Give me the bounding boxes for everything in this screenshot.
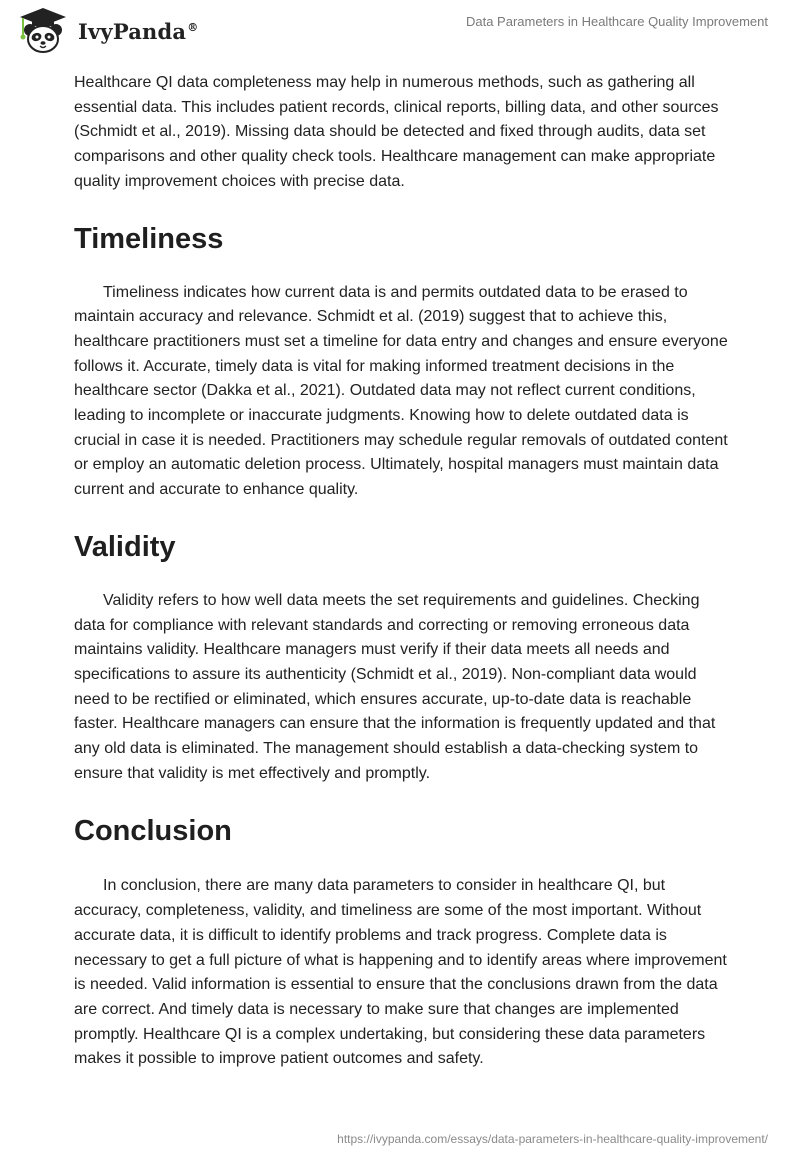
heading-conclusion: Conclusion	[74, 815, 232, 848]
paragraph-timeliness: Timeliness indicates how current data is and permits outdated data to be erased to maintain accuracy and relevance. Schmidt et al. (2019) suggest that to achieve this, healthcare practitioners must set a timeline for data entry and changes and ensure everyone follows it. Accurate, timely data is vital for making informed treatment decisions in the healthcare sector (Dakka et al., 2021). Outdated data may not reflect current conditions, leading to incomplete or inaccurate judgments. Knowing how to delete outdated data is crucial in case it is needed. Practitioners may schedule regular removals of outdated content or employ an automatic deletion process. Ultimately, hospital managers must maintain data current and accurate to enhance quality.	[74, 283, 728, 499]
panda-graduate-icon	[14, 6, 72, 56]
heading-timeliness: Timeliness	[74, 222, 224, 255]
page-header	[0, 0, 800, 66]
logo-wordmark: IvyPanda®	[78, 18, 199, 44]
paragraph-validity: Validity refers to how well data meets the set requirements and guidelines. Checking data for compliance with relevant standards and correcting or removing erroneous data maintains validity. Healthcare managers must verify if their data meets all needs and specifications to assure its authenticity (Schmidt et al., 2019). Non-compliant data would need to be rectified or eliminated, which ensures accurate, up-to-date data is reachable faster. Healthcare managers can ensure that the information is frequently updated and that any old data is eliminated. The management should establish a data-checking system to ensure that validity is met effectively and promptly.	[74, 591, 716, 782]
heading-validity: Validity	[74, 530, 176, 563]
source-url-link[interactable]: https://ivypanda.com/essays/data-parameters-in-healthcare-quality-improvement/	[337, 1132, 768, 1146]
ivypanda-logo[interactable]	[14, 6, 198, 56]
paragraph-conclusion: In conclusion, there are many data parameters to consider in healthcare QI, but accuracy, completeness, validity, and timeliness are some of the most important. Without accurate data, it is difficult to identify problems and track progress. Complete data is necessary to get a full picture of what is happening and to identify areas where improvement is needed. Valid information is essential to ensure that the conclusions drawn from the data are correct. And timely data is necessary to make sure that changes are implemented promptly. Healthcare QI is a complex undertaking, but considering these data parameters makes it possible to improve patient outcomes and safety.	[74, 877, 727, 1068]
intro-paragraph: Healthcare QI data completeness may help in numerous methods, such as gathering all essential data. This includes patient records, clinical reports, billing data, and other sources (Schmidt et al., 2019). Missing data should be detected and fixed through audits, data set comparisons and other quality check tools. Healthcare management can make appropriate quality improvement choices with precise data.	[74, 74, 719, 190]
document-title: Data Parameters in Healthcare Quality Improvement	[465, 14, 768, 29]
article-body	[74, 71, 734, 1072]
